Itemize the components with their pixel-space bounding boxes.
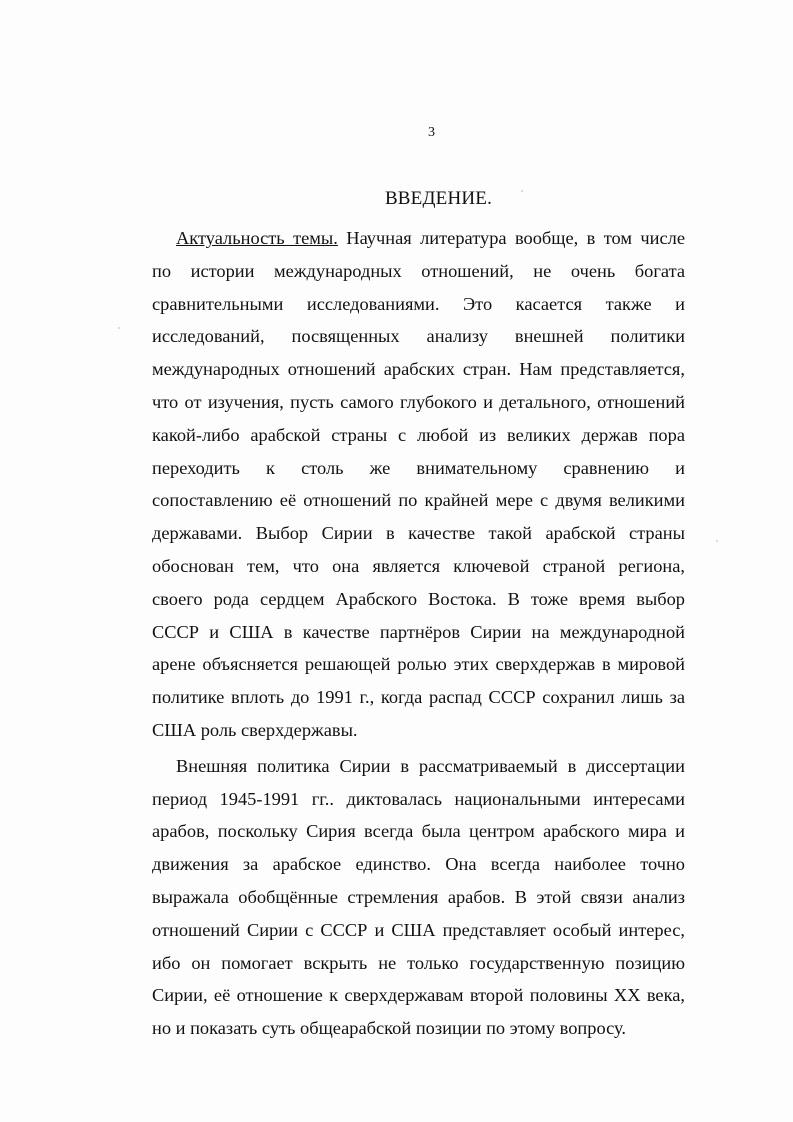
paragraph-foreign-policy [152, 750, 685, 1045]
paragraph-line: что от изучения, пусть самого глубокого и детального, отношений [152, 391, 685, 412]
paragraph-line: ибо он помогает вскрыть не только государственную позицию [152, 952, 685, 973]
paragraph-line: период 1945-1991 гг.. диктовалась национальными интересами [152, 788, 685, 809]
paragraph-line: движения за арабское единство. Она всегда наиболее точно [152, 854, 685, 875]
scan-speck [118, 327, 120, 329]
paragraph-line: международных отношений арабских стран. Нам представляется, [152, 359, 685, 380]
paragraph-relevance [152, 222, 685, 747]
page-number: 3 [428, 125, 435, 140]
paragraph-line: но и показать суть общеарабской позиции по этому вопросу. [152, 1018, 626, 1039]
line-text: Научная литература вообще, в том числе [337, 228, 685, 248]
paragraph-line: отношений Сирии с СССР и США представляет особый интерес, [152, 919, 685, 940]
paragraph-line: по истории международных отношений, не очень богата [152, 260, 685, 281]
paragraph-line: СССР и США в качестве партнёров Сирии на международной [152, 621, 685, 642]
paragraph-line: сравнительными исследованиями. Это касается также и [152, 293, 685, 314]
paragraph-line: державами. Выбор Сирии в качестве такой арабской страны [152, 523, 685, 544]
paragraph-line: выражала обобщённые стремления арабов. В этой связи анализ [152, 886, 685, 907]
paragraph-line: какой-либо арабской страны с любой из великих держав пора [152, 424, 685, 445]
paragraph-line: своего рода сердцем Арабского Востока. В тоже время выбор [152, 588, 685, 609]
scan-speck [521, 190, 523, 192]
scan-speck [716, 540, 718, 542]
paragraph-line: арене объясняется решающей ролью этих сверхдержав в мировой [152, 654, 685, 675]
paragraph-line: Сирии, её отношение к сверхдержавам второй половины XX века, [152, 985, 685, 1006]
paragraph-line: переходить к столь же внимательному сравнению и [152, 457, 685, 478]
body-text [152, 222, 685, 1045]
paragraph-line: сопоставлению её отношений по крайней мере с двумя великими [152, 490, 685, 511]
relevance-heading: Актуальность темы. [176, 228, 338, 248]
paragraph-line: исследований, посвященных анализу внешней политики [152, 326, 685, 347]
section-title: ВВЕДЕНИЕ. [384, 188, 493, 209]
paragraph-line [152, 222, 685, 255]
paragraph-line: США роль сверхдержавы. [152, 719, 358, 740]
paragraph-line: Внешняя политика Сирии в рассматриваемый в диссертации [176, 755, 685, 776]
paragraph-line: арабов, поскольку Сирия всегда была центром арабского мира и [152, 821, 685, 842]
paragraph-line: обоснован тем, что она является ключевой страной региона, [152, 555, 685, 576]
paragraph-line: политике вплоть до 1991 г., когда распад СССР сохранил лишь за [152, 687, 685, 708]
